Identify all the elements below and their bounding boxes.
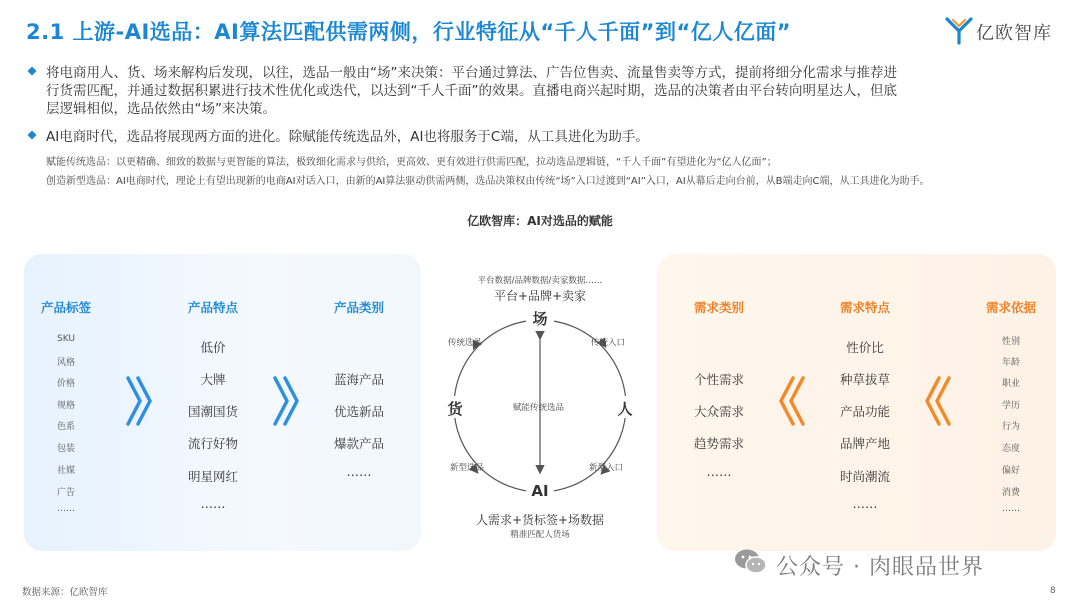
list-item: ……	[852, 496, 878, 511]
bullet-1-line: 层逻辑相似，选品依然由“场”来决策。	[46, 101, 276, 117]
list-item: ……	[346, 464, 372, 479]
chevron-left-icon	[777, 374, 807, 432]
sub-note-1: 赋能传统选品：以更精确、细致的数据与更智能的算法，极致细化需求与供给，更高效、更有效进行供需匹配，拉动选品逻辑链，“千人千面”有望进化为“亿人亿面”；	[46, 157, 777, 168]
sub-note-2: 创造新型选品：AI电商时代，理论上有望出现新的电商AI对话入口，由新的AI算法驱动供需两侧，选品决策权由传统“场”入口过渡到“AI”入口，AI从幕后走向台前，从B端走向C端，从工具进化为助手。	[46, 176, 930, 187]
watermark-text: 公众号 · 肉眼品世界	[776, 554, 984, 580]
list-item: 种草拔草	[839, 372, 890, 387]
list-item: 趋势需求	[693, 436, 744, 451]
col-header-demand-features: 需求特点	[839, 300, 890, 315]
bullet-1-line: 行货需匹配，并通过数据积累进行技术性优化或迭代，以达到“千人千面”的效果。直播电商兴起时期，选品的决策者由平台转向明星达人，但底	[46, 83, 897, 99]
list-item: 行为	[1001, 422, 1020, 432]
list-item: ……	[200, 496, 226, 511]
list-item: 风格	[56, 358, 75, 368]
brand-logo	[944, 17, 1052, 47]
list-item: 个性需求	[693, 372, 744, 387]
center-bottom-sub: 精准匹配人货场	[510, 530, 570, 540]
wechat-icon	[734, 548, 768, 582]
list-item: 态度	[1001, 444, 1020, 454]
list-item: 爆款产品	[333, 436, 384, 451]
col-header-product-categories: 产品类别	[333, 300, 384, 315]
list-item: 学历	[1001, 401, 1020, 411]
list-item: 时尚潮流	[839, 469, 890, 484]
list-item: ……	[1002, 504, 1020, 514]
col-header-product-features: 产品特点	[187, 300, 238, 315]
watermark	[734, 548, 984, 582]
list-item: 蓝海产品	[333, 372, 384, 387]
list-item: 消费	[1001, 488, 1020, 498]
list-item: 偏好	[1001, 466, 1020, 476]
list-item: 规格	[56, 401, 75, 411]
demand-panel	[657, 254, 1056, 551]
list-item: ……	[706, 464, 732, 479]
label-empower-traditional: 赋能传统选品	[513, 403, 565, 413]
bullet-paragraph-2	[26, 128, 1062, 146]
node-ai: AI	[531, 482, 549, 500]
center-top-sub: 平台+品牌+卖家	[493, 289, 587, 303]
list-item: 性别	[1001, 337, 1020, 347]
logo-text: 亿欧智库	[976, 23, 1052, 44]
list-item: 明星网红	[187, 469, 238, 484]
product-panel	[24, 254, 421, 551]
list-item: 性价比	[846, 340, 884, 355]
node-ren: 人	[617, 400, 633, 418]
diamond-bullet-icon	[27, 130, 36, 139]
list-item: 国潮国货	[187, 404, 238, 419]
label-traditional-entry: 传统入口	[591, 338, 626, 348]
list-item: 年龄	[1001, 358, 1020, 368]
yiou-logo-icon	[944, 15, 974, 49]
list-item: 包装	[56, 444, 75, 454]
chevron-right-icon	[271, 374, 301, 432]
col-header-demand-basis: 需求依据	[985, 300, 1036, 315]
label-traditional-selection: 传统选品	[448, 338, 483, 348]
list-item: 色系	[56, 422, 75, 432]
center-bottom-main: 人需求+货标签+场数据	[475, 513, 605, 527]
bullet-paragraph-1	[26, 64, 1062, 120]
list-item: SKU	[57, 334, 75, 344]
list-item: 职业	[1001, 379, 1020, 389]
chevron-right-icon	[124, 374, 154, 432]
list-item: 品牌产地	[839, 436, 890, 451]
diamond-bullet-icon	[27, 66, 36, 75]
col-header-demand-types: 需求类别	[693, 300, 744, 315]
list-item: ……	[57, 504, 75, 514]
list-item: 低价	[200, 340, 226, 355]
col-header-product-tags: 产品标签	[40, 300, 91, 315]
list-item: 大牌	[200, 372, 226, 387]
list-item: 大众需求	[693, 404, 744, 419]
list-item: 价格	[56, 379, 75, 389]
node-chang: 场	[532, 310, 548, 328]
page-number: 8	[1050, 586, 1056, 596]
list-item: 社媒	[56, 466, 75, 476]
list-item: 流行好物	[187, 436, 238, 451]
diagram-title: 亿欧智库：AI对选品的赋能	[467, 214, 613, 228]
data-source: 数据来源：亿欧智库	[22, 587, 108, 598]
list-item: 优选新品	[333, 404, 384, 419]
node-huo: 货	[447, 400, 463, 418]
chevron-left-icon	[923, 374, 953, 432]
bullet-1-line: 将电商用人、货、场来解构后发现，以往，选品一般由“场”来决策：平台通过算法、广告位售卖、流量售卖等方式，提前将细分化需求与推荐进	[46, 65, 897, 81]
page-title: 2.1 上游-AI选品：AI算法匹配供需两侧，行业特征从“千人千面”到“亿人亿面”	[26, 20, 792, 44]
bullet-2-line: AI电商时代，选品将展现两方面的进化。除赋能传统选品外，AI也将服务于C端，从工具进化为助手。	[46, 129, 649, 145]
label-new-entry: 新型入口	[589, 463, 624, 473]
label-new-selection: 新型选品	[450, 463, 485, 473]
list-item: 广告	[56, 488, 75, 498]
list-item: 产品功能	[839, 404, 890, 419]
center-top-note: 平台数据/品牌数据/卖家数据……	[477, 276, 603, 286]
